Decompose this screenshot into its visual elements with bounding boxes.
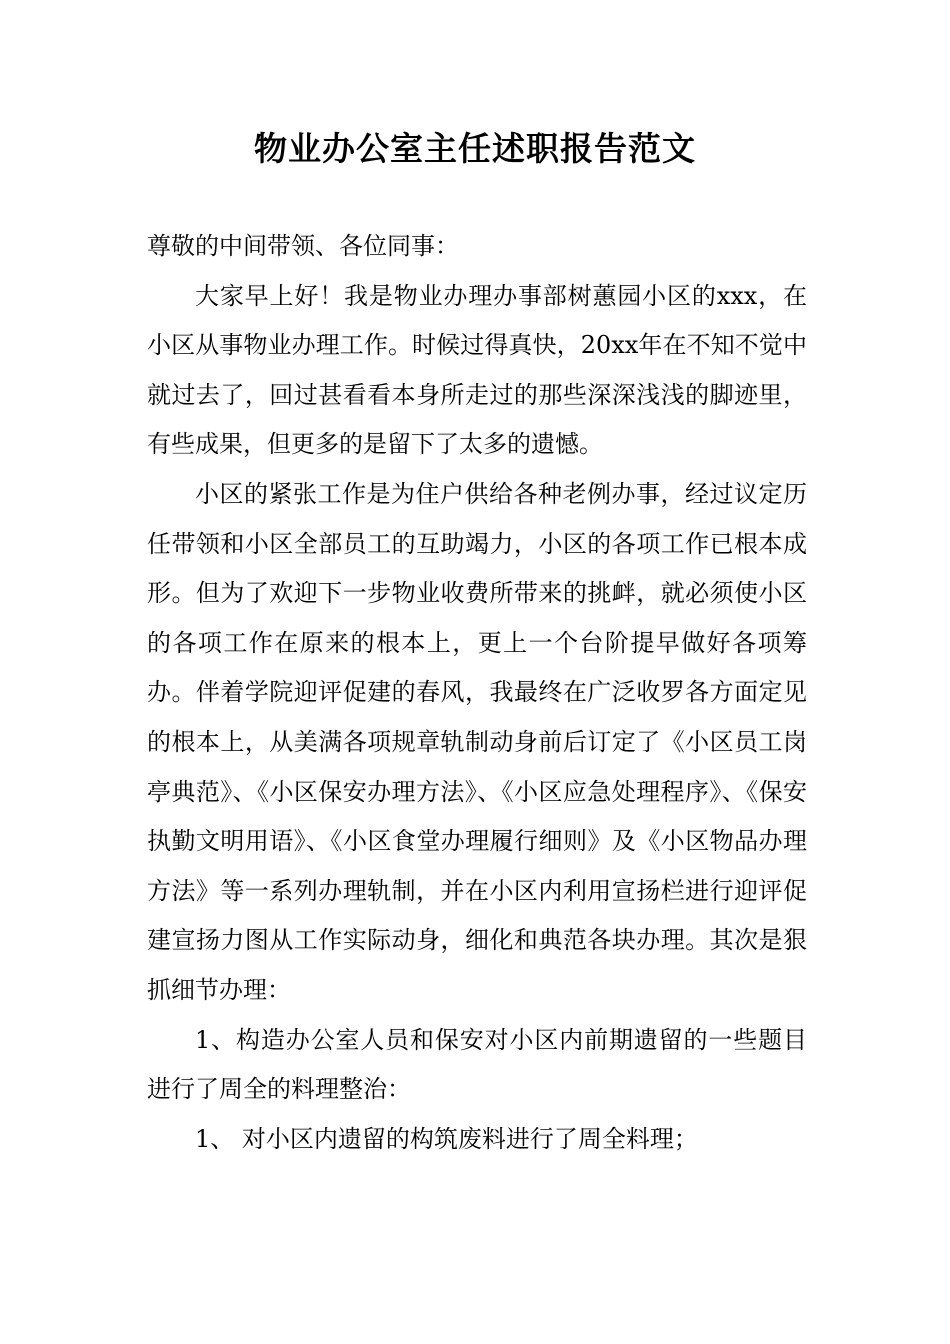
paragraph-sub-item-1: 1、 对小区内遗留的构筑废料进行了周全料理； bbox=[195, 1124, 698, 1153]
paragraph-intro: 大家早上好！我是物业办理办事部树蕙园小区的xxx，在小区从事物业办理工作。时候过得真快，20xx年在不知不觉中就过去了，回过甚看看本身所走过的那些深深浅浅的脚迹里，有些成果，但更多的是留下了太多的遗憾。 bbox=[147, 281, 807, 459]
paragraph-item-1: 1、构造办公室人员和保安对小区内前期遗留的一些题目进行了周全的料理整治： bbox=[147, 1025, 807, 1104]
paragraph-main-work: 小区的紧张工作是为住户供给各种老例办事，经过议定历任带领和小区全部员工的互助竭力，小区的各项工作已根本成形。但为了欢迎下一步物业收费所带来的挑衅，就必须使小区的各项工作在原来的根本上，更上一个台阶提早做好各项筹办。伴着学院迎评促建的春风，我最终在广泛收罗各方面定见的根本上，从美满各项规章轨制动身前后订定了《小区员工岗亭典范》、《小区保安办理方法》、《小区应急处理程序》、《保安执勤文明用语》、《小区食堂办理履行细则》及《小区物品办理方法》等一系列办理轨制，并在小区内利用宣扬栏进行迎评促建宣扬力图从工作实际动身，细化和典范各块办理。其次是狠抓细节办理： bbox=[147, 479, 807, 1004]
document-title: 物业办公室主任述职报告范文 bbox=[254, 129, 696, 168]
salutation: 尊敬的中间带领、各位同事： bbox=[147, 232, 459, 260]
document-body bbox=[147, 222, 807, 1164]
